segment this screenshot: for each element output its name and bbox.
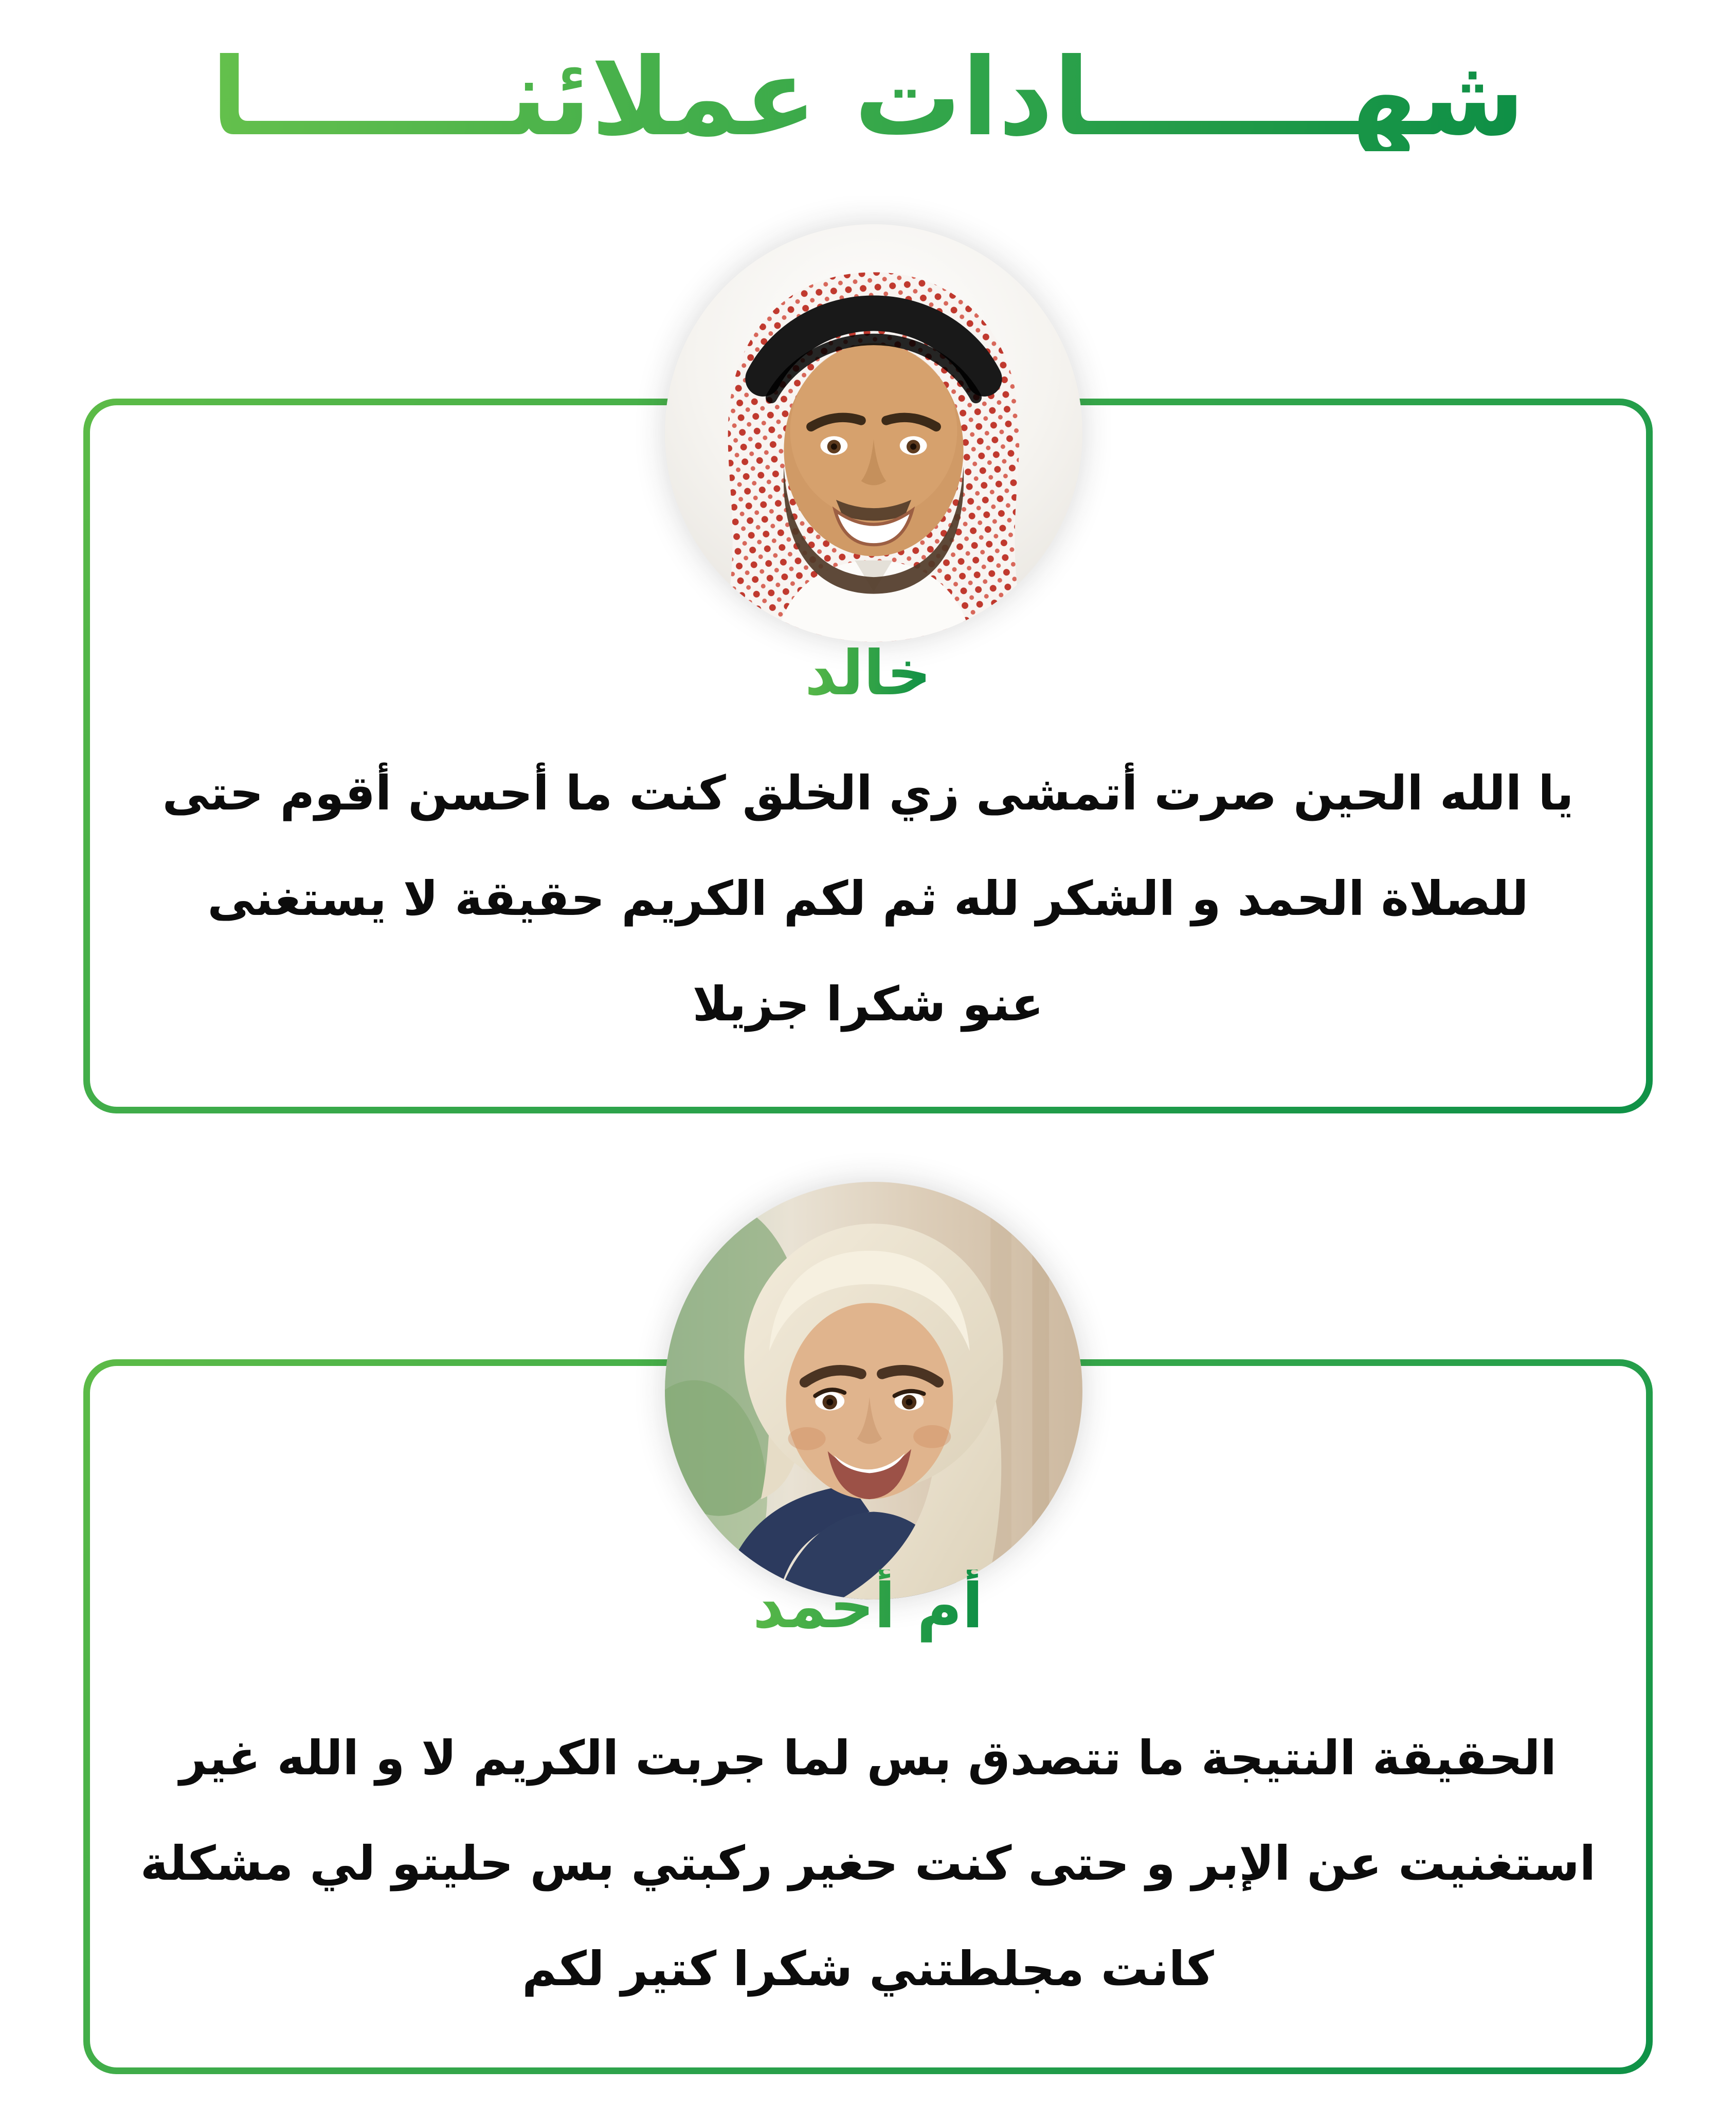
customer-name-wrap-1 [0,637,1736,711]
avatar-khaled [665,224,1082,642]
hijab-woman-photo-illustration [665,1182,1082,1599]
testimonial-line: الحقيقة النتيجة ما تتصدق بس لما جربت الكريم لا و الله غير [179,1731,1557,1786]
testimonial-text-umm-ahmad [0,1705,1736,2022]
avatar-umm-ahmad [665,1182,1082,1599]
customer-name-umm-ahmad: أم أحمد [753,1570,983,1644]
customer-name-khaled: خالد [805,637,931,711]
testimonial-line: يا الله الحين صرت أتمشى زي الخلق كنت ما أحسن أقوم حتى [162,766,1574,821]
testimonial-text-khaled [0,741,1736,1057]
customer-name-wrap-2 [0,1570,1736,1644]
testimonial-line: عنو شكرا جزيلا [692,977,1044,1032]
testimonial-line: استغنيت عن الإبر و حتى كنت حغير ركبتي بس حليتو لي مشكلة [140,1836,1596,1891]
page-title: شهـــــــادات عملائنـــــــا [211,35,1525,160]
page-title-wrap [0,10,1736,185]
testimonial-line: كانت مجلطتني شكرا كتير لكم [522,1941,1214,1996]
saudi-man-photo-illustration [665,224,1082,642]
testimonial-line: للصلاة الحمد و الشكر لله ثم لكم الكريم حقيقة لا يستغنى [207,871,1529,926]
